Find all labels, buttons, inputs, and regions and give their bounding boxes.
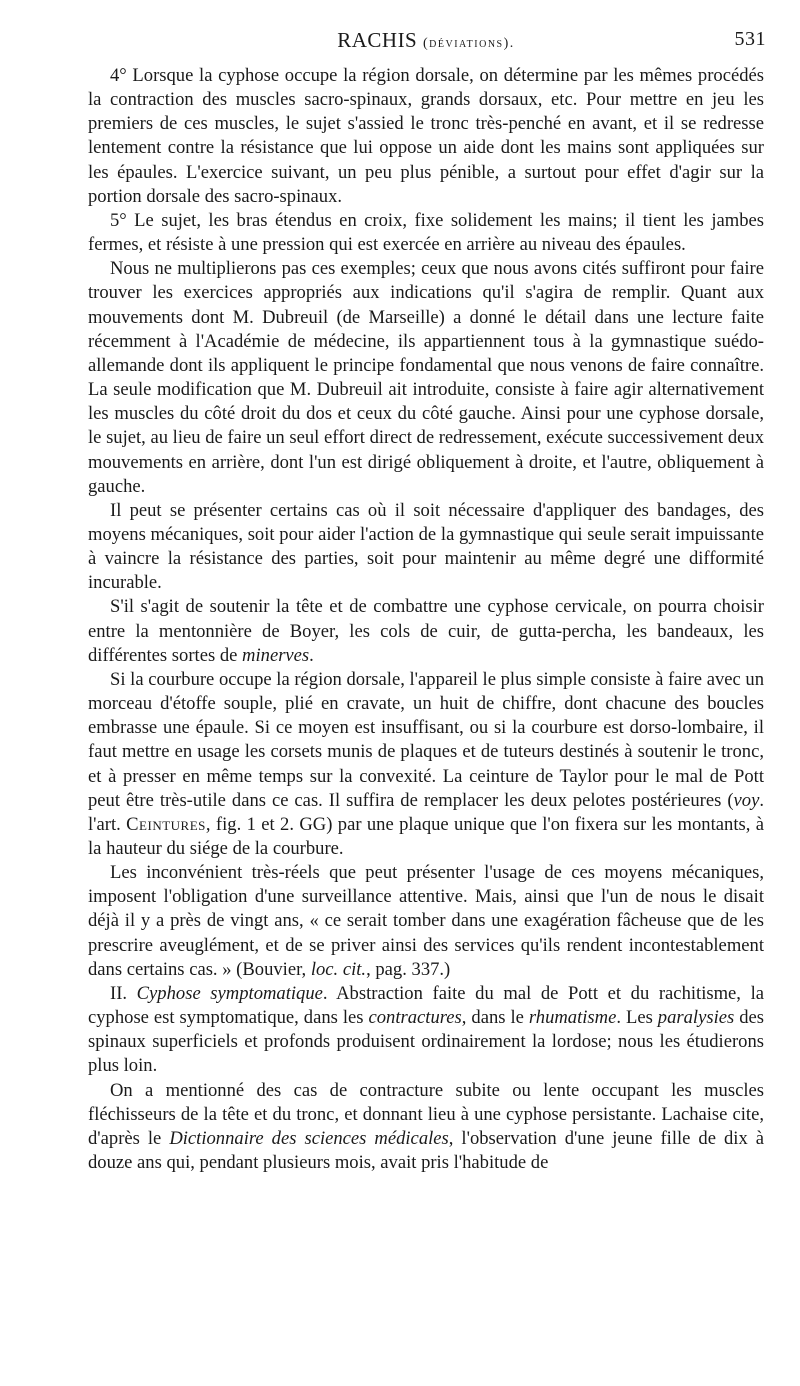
text-run: des spinaux superficiels et profonds produisent ordinairement la lordose; nous les étudierons plus loin. <box>88 1007 764 1077</box>
running-title-main: RACHIS <box>337 28 418 52</box>
page-number: 531 <box>734 28 766 50</box>
text-run: . <box>309 644 314 666</box>
text-run: . Abstraction faite du mal de Pott et du rachitisme, la cyphose est symptomatique, dans les <box>88 982 764 1029</box>
text-run: , fig. 1 et 2. GG) par une plaque unique que l'on fixera sur les montants, à la hauteur du siége de la courbure. <box>88 813 764 859</box>
italic-run: Dictionnaire des sciences médicales <box>169 1127 449 1149</box>
paragraph-8 <box>88 982 764 1079</box>
paragraph-6 <box>88 668 764 861</box>
paragraph-2 <box>88 209 764 257</box>
text-run: Les inconvénient très-réels que peut présenter l'usage de ces moyens mécaniques, imposent l'obligation d'une surveillance attentive. Mais, ainsi que l'un de nous le disait déjà il y a près de vingt ans, « ce serait tomber dans une exagération fâcheuse que de les prescrire aveuglément, et de se priver ainsi des services qu'ils rendent incontestablement dans certains cas. » (Bouvier, <box>88 862 764 980</box>
italic-run: minerves <box>242 644 310 666</box>
paragraph-9 <box>88 1079 764 1176</box>
text-run: . l'art. <box>88 789 764 835</box>
italic-run: rhumatisme <box>528 1007 617 1029</box>
paragraph-5 <box>88 595 764 667</box>
book-page <box>88 18 764 1175</box>
text-run: 4° Lorsque la cyphose occupe la région dorsale, on détermine par les mêmes procédés la contraction des muscles sacro-spinaux, grands dorsaux, etc. Pour mettre en jeu les premiers de ces muscles, le sujet s'assied le tronc très-penché en avant, et il se redresse lentement contre la résistance que lui oppose un aide dont les mains sont appliquées sur les épaules. L'exercice suivant, un peu plus pénible, a surtout pour effet d'agir sur la portion dorsale des sacro-spinaux. <box>88 65 764 207</box>
paragraph-7 <box>88 861 764 982</box>
text-run: , l'observation d'une jeune fille de dix à douze ans qui, pendant plusieurs mois, avait pris l'habitude de <box>88 1127 765 1174</box>
text-run: Il peut se présenter certains cas où il soit nécessaire d'appliquer des bandages, des moyens mécaniques, soit pour aider l'action de la gymnastique qui seule serait impuissante à vaincre la résistance des parties, soit pour maintenir au même degré une difformité incurable. <box>88 499 764 594</box>
text-run: Nous ne multiplierons pas ces exemples; ceux que nous avons cités suffiront pour faire trouver les exercices appropriés aux indications qu'il s'agira de remplir. Quant aux mouvements dont M. Dubreuil (de Marseille) a donné le détail dans une lecture faite récemment à l'Académie de médecine, ils appartiennent tous à la gymnastique suédo-allemande dont ils appliquent le principe fondamental que nous venons de faire connaître. La seule modification que M. Dubreuil ait introduite, consiste à faire agir alternativement les muscles du côté droit du dos et ceux du côté gauche. Ainsi pour une cyphose dorsale, le sujet, au lieu de faire un seul effort direct de redressement, exécute successivement deux mouvements en arrière, dont l'un est dirigé obliquement à droite, et l'autre, obliquement à gauche. <box>88 258 764 497</box>
text-run: 5° Le sujet, les bras étendus en croix, fixe solidement les mains; il tient les jambes fermes, et résiste à une pression qui est exercée en arrière au niveau des épaules. <box>88 209 764 256</box>
italic-run: voy <box>733 789 760 811</box>
running-header <box>88 18 766 52</box>
paragraph-3 <box>88 257 764 499</box>
text-run: S'il s'agit de soutenir la tête et de combattre une cyphose cervicale, on pourra choisir entre la mentonnière de Boyer, les cols de cuir, de gutta-percha, les bandeaux, les différentes sortes de <box>88 596 764 666</box>
text-run: II. <box>110 982 137 1004</box>
text-run: . Les <box>616 1007 658 1029</box>
text-run: , pag. 337.) <box>366 958 451 980</box>
text-run: On a mentionné des cas de contracture subite ou lente occupant les muscles fléchisseurs de la tête et du tronc, et donnant lieu à une cyphose persistante. Lachaise cite, d'après le <box>88 1079 764 1149</box>
small-caps-run: Ceintures <box>126 813 206 835</box>
running-title <box>88 28 764 53</box>
italic-run: Cyphose symptomatique <box>136 982 323 1004</box>
paragraph-1 <box>88 64 764 209</box>
body-text <box>88 64 764 1175</box>
text-run: Si la courbure occupe la région dorsale, l'appareil le plus simple consiste à faire avec un morceau d'étoffe souple, plié en cravate, un huit de chiffre, dont chacune des boucles embrasse une épaule. Si ce moyen est insuffisant, ou si la courbure est dorso-lombaire, il faut mettre en usage les corsets munis de plaques et de tuteurs destinés à soutenir le tronc, et à presser en même temps sur la convexité. La ceinture de Taylor pour le mal de Pott peut être très-utile dans ce cas. Il suffira de remplacer les deux pelotes postérieures ( <box>88 668 764 811</box>
text-run: , dans le <box>461 1007 529 1029</box>
italic-run: loc. cit. <box>310 958 367 980</box>
running-title-sub: (déviations). <box>423 36 515 51</box>
italic-run: paralysies <box>657 1007 735 1029</box>
italic-run: contractures <box>368 1007 462 1029</box>
paragraph-4 <box>88 499 764 596</box>
